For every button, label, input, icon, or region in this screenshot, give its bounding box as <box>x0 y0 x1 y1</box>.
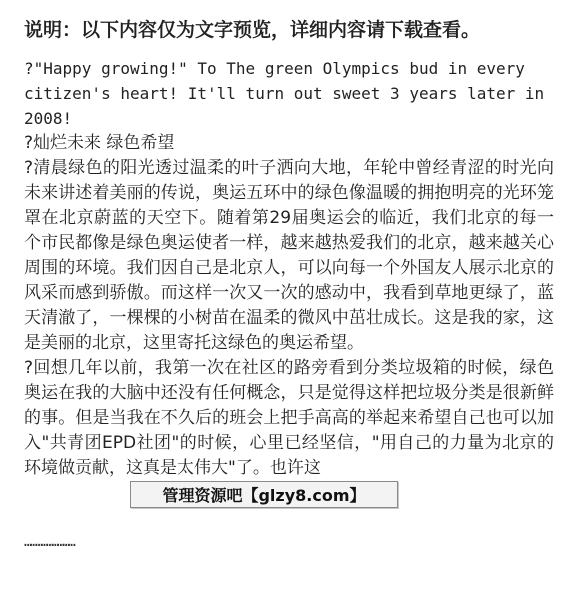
paragraph-recall: ?回想几年以前，我第一次在社区的路旁看到分类垃圾箱的时候，绿色奥运在我的大脑中还没有任何概念，只是觉得这样把垃圾分类是很新鲜的事。但是当我在不久后的班会上把手高高的举起来希望自己也可以加入"共青团EPD社团"的时候，心里已经坚信，"用自己的力量为北京的环境做贡献，这真是太伟大"了。也许这 <box>24 358 554 478</box>
paragraph-subtitle: ?灿烂未来 绿色希望 <box>24 133 175 153</box>
paragraph-morning: ?清晨绿色的阳光透过温柔的叶子洒向大地，年轮中曾经青涩的时光向未来讲述着美丽的传说，奥运五环中的绿色像温暖的拥抱明亮的光环笼罩在北京蔚蓝的天空下。随着第29届奥运会的临近，我们北京的每一个市民都像是绿色奥运使者一样，越来越热爱我们的北京，越来越关心周围的环境。我们因自己是北京人，可以向每一个外国友人展示北京的风采而感到骄傲。而这样一次又一次的感动中，我看到草地更绿了，蓝天清澈了，一棵棵的小树苗在温柔的微风中茁壮成长。这是我的家，这是美丽的北京，这里寄托这绿色的奥运希望。 <box>24 158 554 353</box>
preview-notice: 说明：以下内容仅为文字预览，详细内容请下载查看。 <box>24 19 481 41</box>
paragraph-english-slogan: ?"Happy growing!" To The green Olympics bud in every citizen's heart! It'll turn out sweet 3 years later in 2008! <box>24 59 554 128</box>
truncation-ellipsis: ……………………… <box>24 534 73 550</box>
document-body <box>24 56 554 481</box>
watermark-banner: 管理资源吧【glzy8.com】 <box>130 481 398 508</box>
